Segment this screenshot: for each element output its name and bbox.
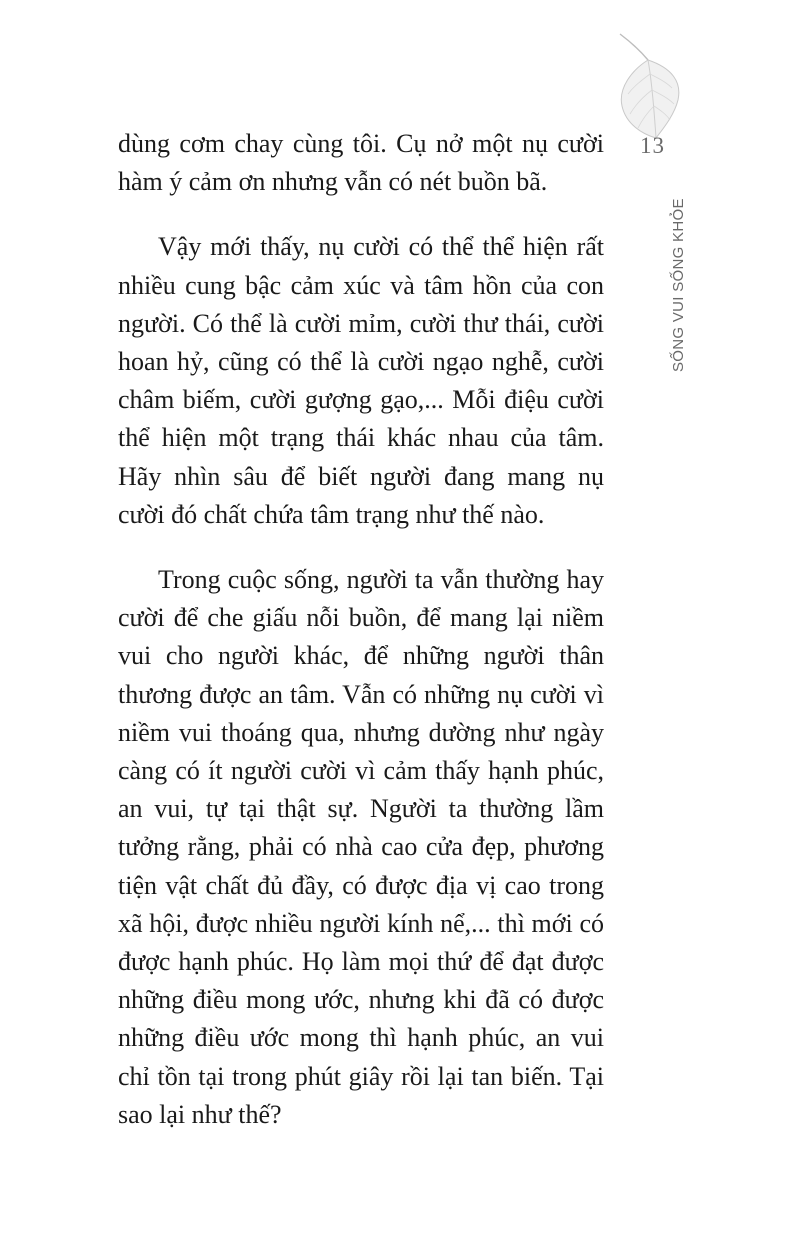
paragraph: dùng cơm chay cùng tôi. Cụ nở một nụ cười hàm ý cảm ơn nhưng vẫn có nét buồn bã. xyxy=(118,129,604,197)
page-number: 13 xyxy=(640,133,665,158)
body-text xyxy=(118,125,604,1134)
running-title: SỐNG VUI SỐNG KHỎE xyxy=(670,198,687,372)
bodhi-leaf-icon xyxy=(612,30,684,140)
paragraph: Trong cuộc sống, người ta vẫn thường hay cười để che giấu nỗi buồn, để mang lại niềm vui cho người khác, để những người thân thương được an tâm. Vẫn có những nụ cười vì niềm vui thoáng qua, nhưng dường như ngày càng có ít người cười vì cảm thấy hạnh phúc, an vui, tự tại thật sự. Người ta thường lầm tưởng rằng, phải có nhà cao cửa đẹp, phương tiện vật chất đủ đầy, có được địa vị cao trong xã hội, được nhiều người kính nể,... thì mới có được hạnh phúc. Họ làm mọi thứ để đạt được những điều mong ước, nhưng khi đã có được những điều ước mong thì hạnh phúc, an vui chỉ tồn tại trong phút giây rồi lại tan biến. Tại sao lại như thế? xyxy=(118,565,604,1129)
paragraph: Vậy mới thấy, nụ cười có thể thể hiện rất nhiều cung bậc cảm xúc và tâm hồn của con người. Có thể là cười mỉm, cười thư thái, cười hoan hỷ, cũng có thể là cười ngạo nghễ, cười châm biếm, cười gượng gạo,... Mỗi điệu cười thể hiện một trạng thái khác nhau của tâm. Hãy nhìn sâu để biết người đang mang nụ cười đó chất chứa tâm trạng như thế nào. xyxy=(118,232,604,529)
